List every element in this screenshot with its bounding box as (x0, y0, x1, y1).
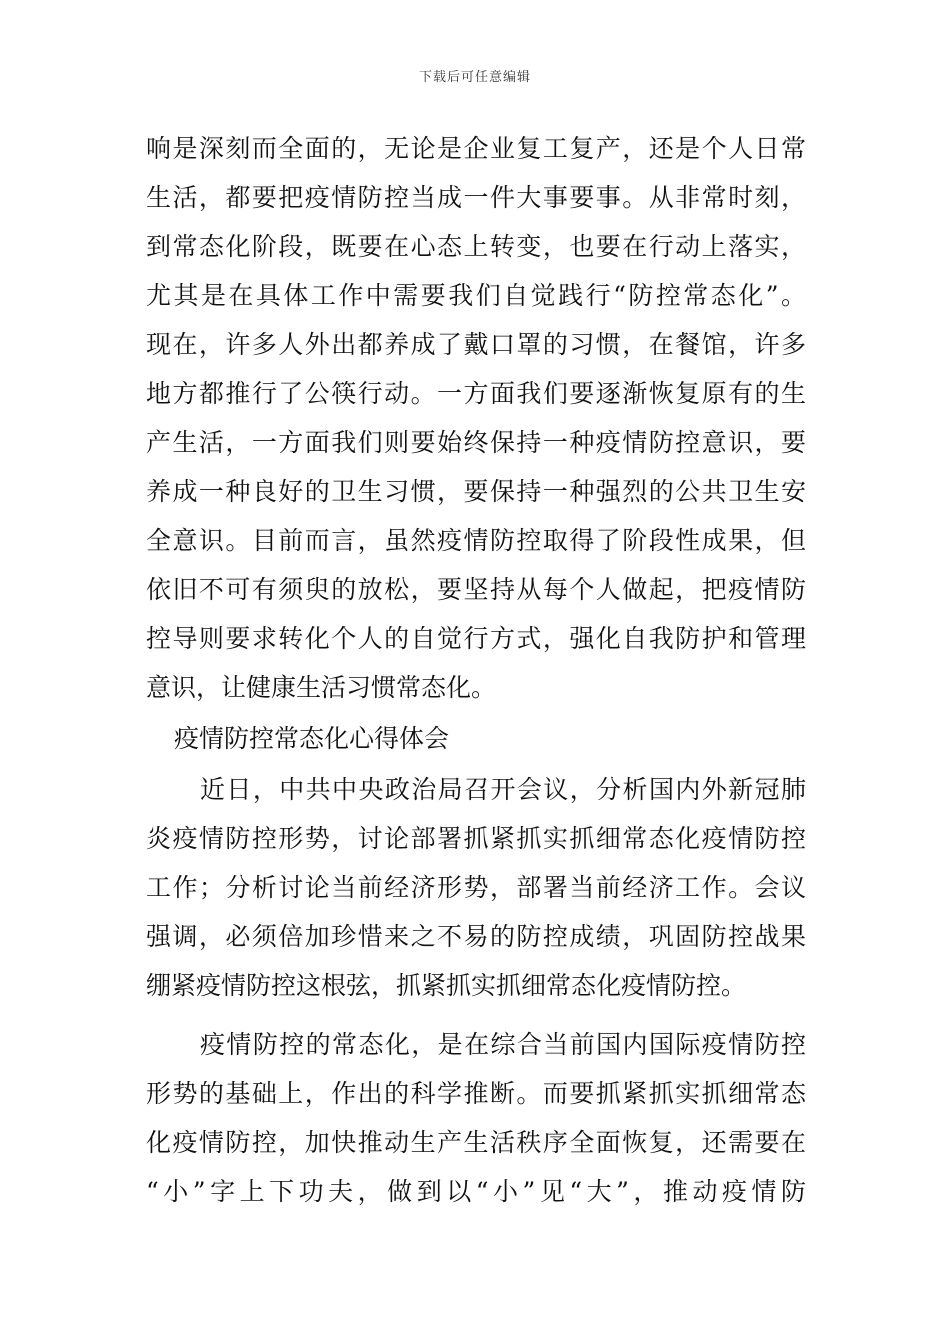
paragraph-1 (146, 124, 806, 712)
text-line: 产生活，一方面我们则要始终保持一种疫情防控意识，要 (146, 428, 806, 457)
text-line: 绷紧疫情防控这根弦，抓紧抓实抓细常态化疫情防控。 (146, 971, 747, 1000)
page-header-note: 下载后可任意编辑 (418, 70, 531, 85)
text-line: 炎疫情防控形势，讨论部署抓紧抓实抓细常态化疫情防控 (146, 824, 806, 853)
text-line: 到常态化阶段，既要在心态上转变，也要在行动上落实， (146, 232, 806, 261)
text-line: 意识，让健康生活习惯常态化。 (146, 673, 497, 702)
text-line: 尤其是在具体工作中需要我们自觉践行“防控常态化”。 (146, 281, 806, 310)
text-line: 全意识。目前而言，虽然疫情防控取得了阶段性成果，但 (146, 526, 806, 555)
text-line: 化疫情防控，加快推动生产生活秩序全面恢复，还需要在 (146, 1128, 806, 1157)
text-line: 生活，都要把疫情防控当成一件大事要事。从非常时刻， (146, 183, 806, 212)
text-line: 疫情防控的常态化，是在综合当前国内国际疫情防控 (200, 1030, 806, 1059)
text-line: 控导则要求转化个人的自觉行方式，强化自我防护和管理 (146, 624, 806, 653)
text-line: 地方都推行了公筷行动。一方面我们要逐渐恢复原有的生 (146, 379, 806, 408)
text-line: 现在，许多人外出都养成了戴口罩的习惯，在餐馆，许多 (146, 330, 806, 359)
text-line: 强调，必须倍加珍惜来之不易的防控成绩，巩固防控战果 (146, 922, 806, 951)
section-title: 疫情防控常态化心得体会 (174, 724, 450, 753)
text-line: 养成一种良好的卫生习惯，要保持一种强烈的公共卫生安 (146, 477, 806, 506)
text-line: “小”字上下功夫，做到以“小”见“大”，推动疫情防 (146, 1177, 806, 1206)
text-line: 形势的基础上，作出的科学推断。而要抓紧抓实抓细常态 (146, 1079, 806, 1108)
text-line: 工作；分析讨论当前经济形势，部署当前经济工作。会议 (146, 873, 806, 902)
paragraph-2 (146, 765, 806, 1010)
text-line: 依旧不可有须臾的放松，要坚持从每个人做起，把疫情防 (146, 575, 806, 604)
paragraph-3 (146, 1020, 806, 1216)
text-line: 近日，中共中央政治局召开会议，分析国内外新冠肺 (200, 775, 806, 804)
text-line: 响是深刻而全面的，无论是企业复工复产，还是个人日常 (146, 134, 806, 163)
document-body (146, 124, 806, 1216)
